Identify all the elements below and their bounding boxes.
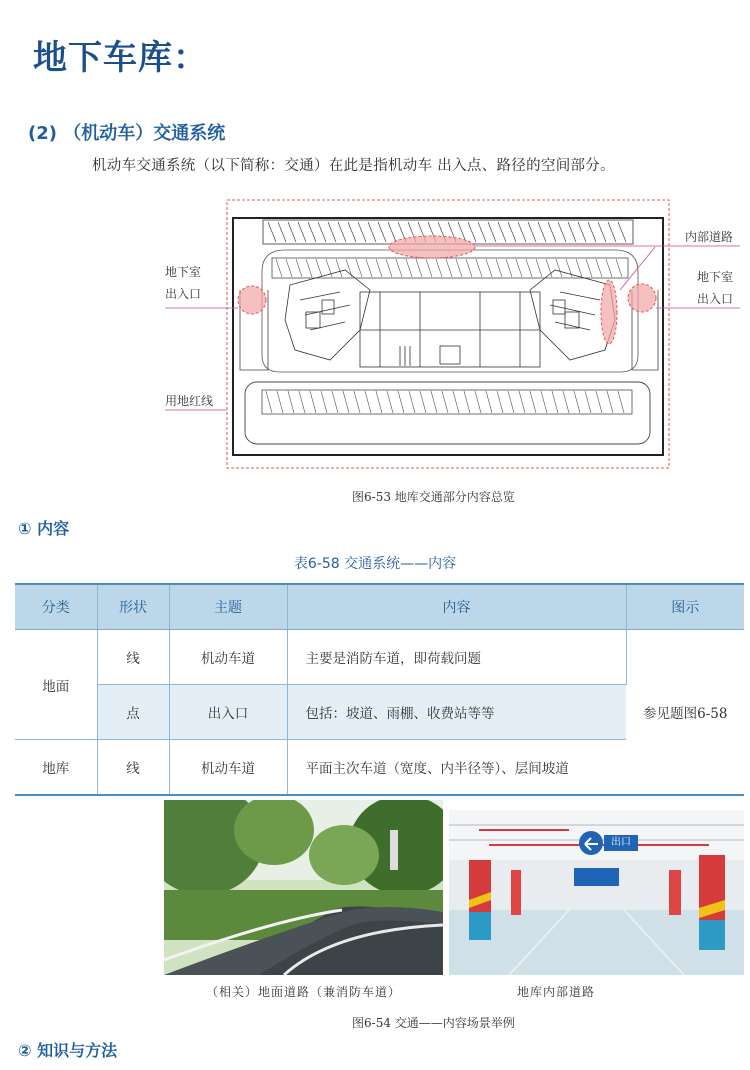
cell-category: 地面	[15, 630, 97, 740]
label-right-entrance-1: 地下室	[697, 270, 734, 284]
cell-shape: 点	[97, 685, 169, 740]
photo-figure-caption: 图6-54 交通——内容场景举例	[352, 1016, 515, 1030]
methods-heading: ② 知识与方法	[18, 1041, 118, 1060]
content-heading: ① 内容	[18, 519, 70, 538]
internal-road-highlight	[389, 236, 475, 258]
cell-category: 地库	[15, 740, 97, 796]
cell-topic: 机动车道	[169, 740, 287, 796]
page-title: 地下车库：	[33, 38, 208, 78]
cell-topic: 机动车道	[169, 630, 287, 685]
site-plan-figure	[0, 190, 750, 480]
photo-right-caption: 地库内部道路	[517, 985, 596, 999]
col-header-topic: 主题	[169, 584, 287, 630]
figure-caption: 图6-53 地库交通部分内容总览	[352, 490, 515, 504]
cell-content: 平面主次车道（宽度、内半径等）、层间坡道	[287, 740, 626, 796]
col-header-illustration: 图示	[626, 584, 744, 630]
label-right-entrance-2: 出入口	[697, 292, 734, 306]
label-left-entrance-2: 出入口	[165, 287, 202, 301]
exit-sign: 出口	[604, 835, 638, 851]
label-redline: 用地红线	[165, 394, 214, 408]
table-caption: 表6-58 交通系统——内容	[293, 556, 457, 572]
right-entrance-highlight	[628, 284, 656, 312]
section-heading: (2) （机动车）交通系统	[28, 123, 226, 144]
cell-shape: 线	[97, 630, 169, 685]
col-header-content: 内容	[287, 584, 626, 630]
cell-topic: 出入口	[169, 685, 287, 740]
cell-shape: 线	[97, 740, 169, 796]
parking-stalls-bottom	[266, 391, 624, 413]
label-internal-road: 内部道路	[685, 230, 734, 244]
intro-paragraph: 机动车交通系统（以下简称：交通）在此是指机动车 出入点、路径的空间部分。	[92, 158, 615, 174]
photo-left-caption: （相关）地面道路（兼消防车道）	[206, 985, 402, 999]
cell-content: 包括：坡道、雨棚、收费站等等	[287, 685, 626, 740]
ground-road-photo	[164, 800, 443, 975]
cell-content: 主要是消防车道，即荷载问题	[287, 630, 626, 685]
content-table	[15, 583, 744, 796]
left-entrance-highlight	[238, 286, 266, 314]
col-header-shape: 形状	[97, 584, 169, 630]
col-header-category: 分类	[15, 584, 97, 630]
label-left-entrance-1: 地下室	[165, 265, 202, 279]
cell-illustration: 参见题图6-58	[626, 630, 744, 796]
table-row	[15, 630, 744, 685]
garage-road-photo	[449, 800, 744, 975]
building-blocks	[285, 270, 615, 367]
